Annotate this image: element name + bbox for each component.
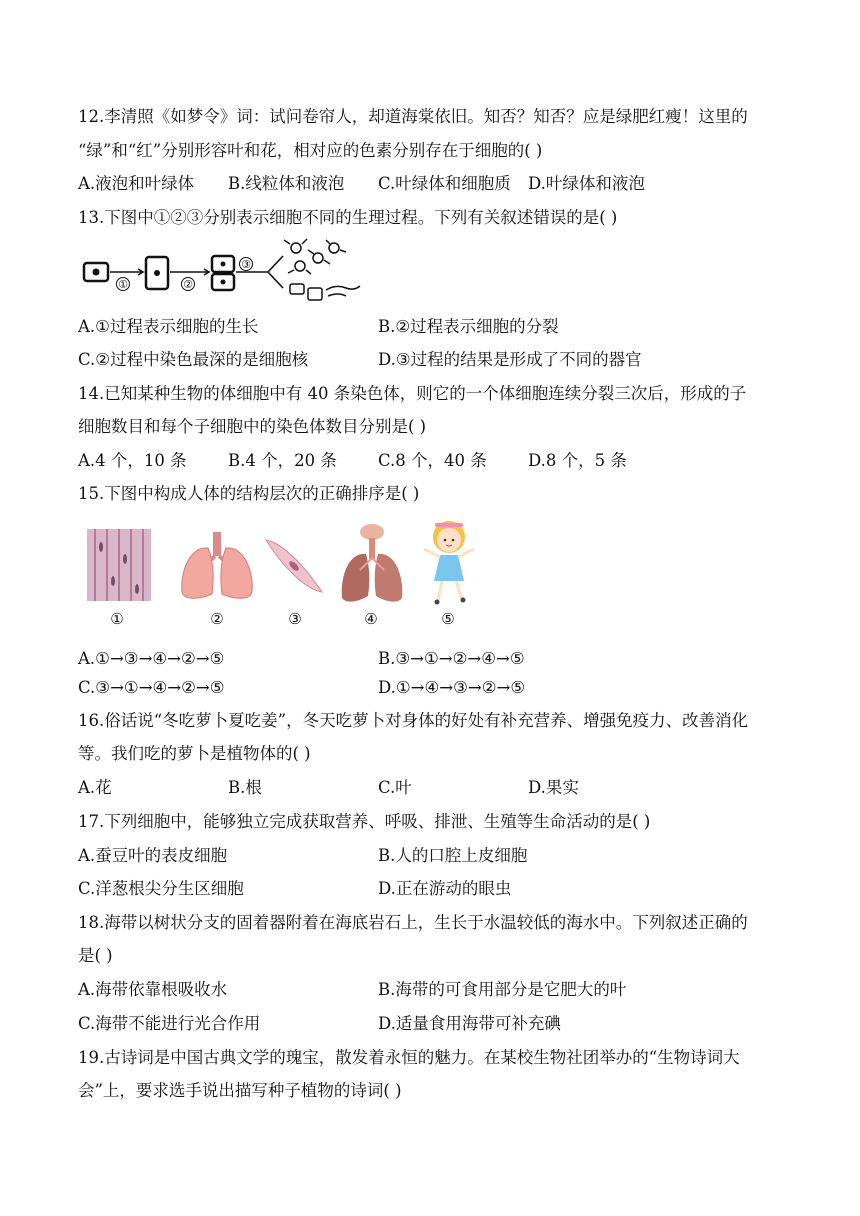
figure-label-4: ④ (364, 610, 378, 628)
question-14-stem-line-1: 14.已知某种生物的体细胞中有 40 条染色体，则它的一个体细胞连续分裂三次后，形成的子 (78, 384, 747, 403)
question-18-option-c[interactable]: C.海带不能进行光合作用 (78, 1014, 261, 1033)
question-16-stem-line-2: 等。我们吃的萝卜是植物体的( ) (78, 744, 311, 763)
question-17-option-a[interactable]: A.蚕豆叶的表皮细胞 (78, 846, 228, 865)
question-15-option-c[interactable]: C.③→①→④→②→⑤ (78, 678, 225, 697)
question-16-option-c[interactable]: C.叶 (378, 778, 412, 797)
question-12-option-b[interactable]: B.线粒体和液泡 (228, 174, 345, 193)
question-19-stem-line-1: 19.古诗词是中国古典文学的瑰宝，散发着永恒的魅力。在某校生物社团举办的“生物诗词大 (78, 1048, 740, 1067)
question-17-option-b[interactable]: B.人的口腔上皮细胞 (378, 846, 528, 865)
process-label-2: ② (183, 278, 193, 291)
question-18-stem-line-2: 是( ) (78, 946, 113, 965)
question-12-stem-line-2: “绿”和“红”分别形容叶和花，相对应的色素分别存在于细胞的( ) (78, 141, 543, 160)
question-15-option-d[interactable]: D.①→④→③→②→⑤ (378, 678, 526, 697)
question-16-stem-line-1: 16.俗话说“冬吃萝卜夏吃姜”，冬天吃萝卜对身体的好处有补充营养、增强免疫力、改善消化 (78, 711, 749, 730)
question-15-option-a[interactable]: A.①→③→④→②→⑤ (78, 649, 225, 668)
figure-label-1: ① (110, 610, 124, 628)
process-label-3: ③ (241, 258, 251, 271)
girl-image (418, 515, 480, 607)
question-14-stem-line-2: 细胞数目和每个子细胞中的染色体数目分别是( ) (78, 417, 427, 436)
figure-label-2: ② (210, 610, 224, 628)
question-13-option-b[interactable]: B.②过程表示细胞的分裂 (378, 317, 559, 336)
question-17-stem: 17.下列细胞中，能够独立完成获取营养、呼吸、排泄、生殖等生命活动的是( ) (78, 812, 651, 831)
question-13-option-a[interactable]: A.①过程表示细胞的生长 (78, 317, 259, 336)
respiratory-system-image (336, 522, 408, 604)
lungs-image (178, 526, 256, 602)
question-14-option-d[interactable]: D.8 个，5 条 (528, 451, 627, 470)
question-13-stem: 13.下图中①②③分别表示细胞不同的生理过程。下列有关叙述错误的是( ) (78, 208, 618, 227)
question-12-option-a[interactable]: A.液泡和叶绿体 (78, 174, 195, 193)
question-13-option-c[interactable]: C.②过程中染色最深的是细胞核 (78, 350, 309, 369)
question-16-option-b[interactable]: B.根 (228, 778, 262, 797)
question-18-option-a[interactable]: A.海带依靠根吸收水 (78, 980, 228, 999)
figure-label-3: ③ (288, 610, 302, 628)
question-18-option-b[interactable]: B.海带的可食用部分是它肥大的叶 (378, 980, 627, 999)
process-label-1: ① (118, 278, 128, 291)
question-13-option-d[interactable]: D.③过程的结果是形成了不同的器官 (378, 350, 642, 369)
question-17-option-d[interactable]: D.正在游动的眼虫 (378, 879, 512, 898)
question-16-option-d[interactable]: D.果实 (528, 778, 579, 797)
question-14-option-a[interactable]: A.4 个，10 条 (78, 451, 187, 470)
tissue-image (87, 529, 151, 601)
figure-label-5: ⑤ (441, 610, 455, 628)
neuron-cells-icon (284, 239, 346, 274)
question-14-option-b[interactable]: B.4 个，20 条 (228, 451, 337, 470)
question-19-stem-line-2: 会”上，要求选手说出描写种子植物的诗词( ) (78, 1081, 402, 1100)
question-15-stem: 15.下图中构成人体的结构层次的正确排序是( ) (78, 484, 420, 503)
question-15-option-b[interactable]: B.③→①→②→④→⑤ (378, 649, 525, 668)
muscle-cell-image (262, 532, 326, 598)
question-12-option-c[interactable]: C.叶绿体和细胞质 (378, 174, 511, 193)
process-arrows (110, 256, 283, 288)
question-17-option-c[interactable]: C.洋葱根尖分生区细胞 (78, 879, 244, 898)
cell-process-figure (78, 238, 368, 308)
question-16-option-a[interactable]: A.花 (78, 778, 112, 797)
question-12-stem-line-1: 12.李清照《如梦令》词：试问卷帘人，却道海棠依旧。知否？知否？应是绿肥红瘦！这里的 (78, 107, 748, 126)
question-14-option-c[interactable]: C.8 个，40 条 (378, 451, 487, 470)
question-12-option-d[interactable]: D.叶绿体和液泡 (528, 174, 645, 193)
muscle-cells-icon (290, 284, 360, 300)
question-18-stem-line-1: 18.海带以树状分支的固着器附着在海底岩石上，生长于水温较低的海水中。下列叙述正确的 (78, 913, 748, 932)
question-18-option-d[interactable]: D.适量食用海带可补充碘 (378, 1014, 561, 1033)
